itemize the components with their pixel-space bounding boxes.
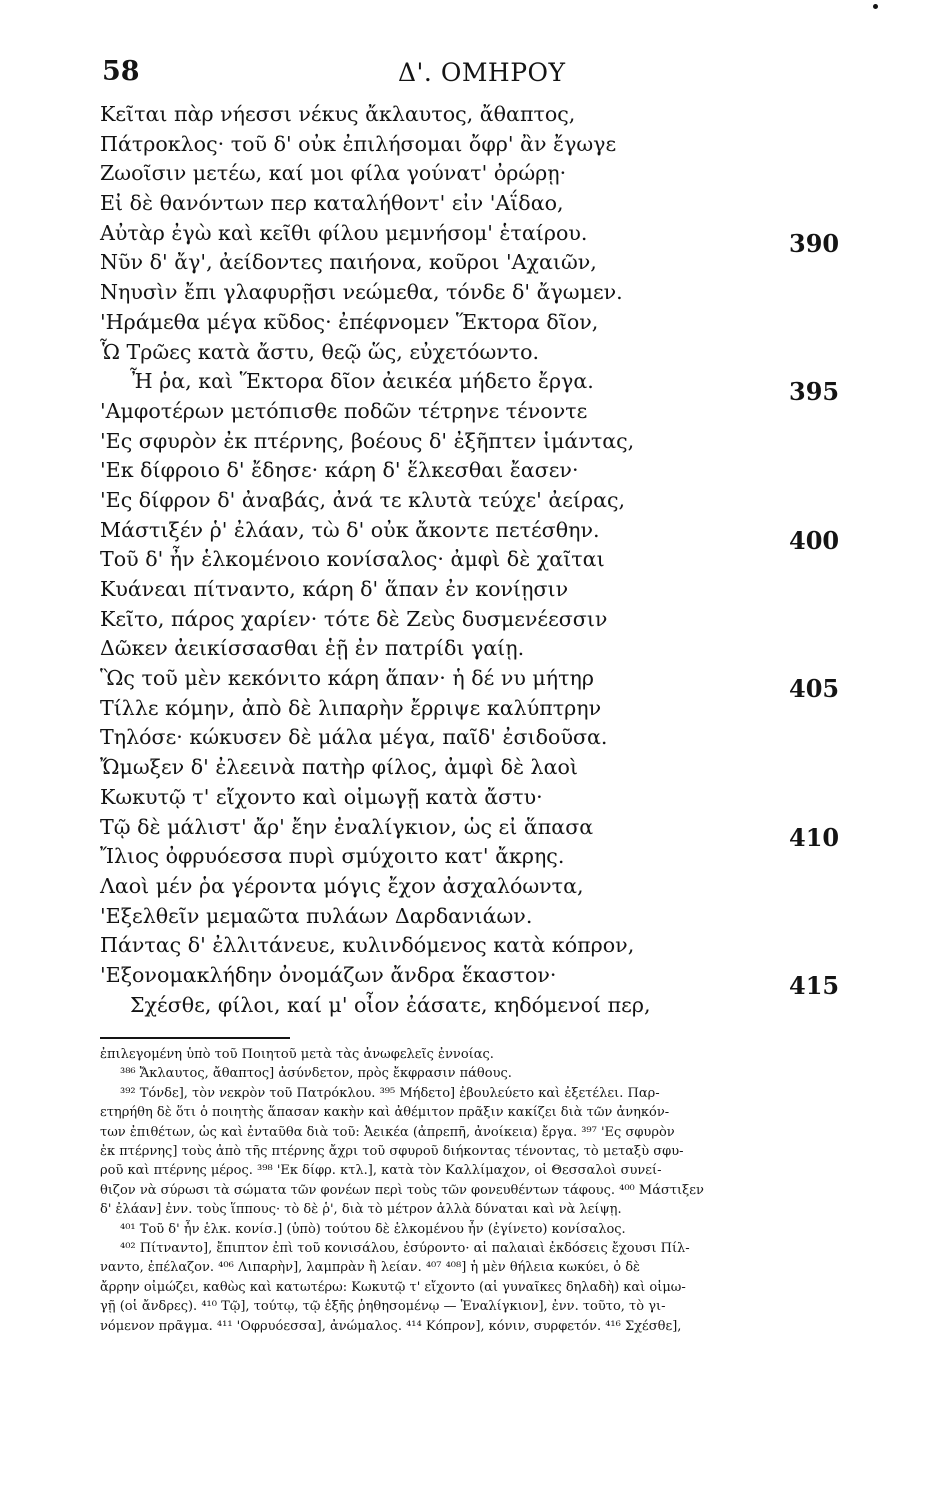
- verse-text-line: Τηλόσε· κώκυσεν δὲ μάλα μέγα, παῖδ' ἐσιδοῦσα.: [100, 725, 608, 750]
- verse-line: [100, 456, 840, 486]
- verse-line: [100, 575, 840, 605]
- verse-text-line: Ὣς τοῦ μὲν κεκόνιτο κάρη ἅπαν· ἡ δέ νυ μήτηρ: [100, 666, 594, 691]
- verse-text-line: Πάτροκλος· τοῦ δ' οὐκ ἐπιλήσομαι ὄφρ' ἂν ἔγωγε: [100, 131, 617, 156]
- footnote-line: γῇ (οἱ ἄνδρες). ⁴¹⁰ Τῷ], τούτῳ, τῷ ἑξῆς ῥηθησομένῳ — Ἐναλίγκιον], ἐνν. τοῦτο, τὸ γι-: [100, 1299, 666, 1315]
- verse-text-line: Ἦ ῥα, καὶ Ἕκτορα δῖον ἀεικέα μήδετο ἔργα.: [130, 369, 594, 394]
- verse-text-line: Τοῦ δ' ἦν ἑλκομένοιο κονίσαλος· ἀμφὶ δὲ χαῖται: [100, 547, 605, 572]
- verse-text-line: Ἴλιος ὀφρυόεσσα πυρὶ σμύχοιτο κατ' ἄκρης.: [100, 844, 565, 869]
- verse-line: [100, 842, 840, 872]
- verse-text-line: Ζωοῖσιν μετέω, καί μοι φίλα γούνατ' ὀρώρῃ·: [100, 161, 567, 186]
- line-number: 410: [789, 822, 840, 852]
- footnote-line: ⁴⁰¹ Τοῦ δ' ἦν ἑλκ. κονίσ.] (ὑπὸ) τούτου δὲ ἑλκομένου ἦν (ἐγίνετο) κονίσαλος.: [120, 1221, 626, 1237]
- verse-text: [100, 100, 840, 1020]
- line-number: 400: [789, 525, 840, 555]
- footnote-line: ναντο, ἐπέλαζον. ⁴⁰⁶ Λιπαρὴν], λαμπρὰν ἢ λείαν. ⁴⁰⁷ ⁴⁰⁸] ἡ μὲν θήλεια κωκύει, ὁ δὲ: [100, 1260, 641, 1276]
- verse-line: [100, 545, 840, 575]
- verse-line: [100, 278, 840, 308]
- verse-line: [100, 516, 840, 555]
- verse-text-line: Μάστιξέν ῥ' ἐλάαν, τὼ δ' οὐκ ἄκοντε πετέσθην.: [100, 517, 600, 542]
- verse-line: [100, 664, 840, 704]
- line-number: 390: [789, 228, 840, 258]
- footnote-line: ροῦ καὶ πτέρνης μέρος. ³⁹⁸ 'Εκ δίφρ. κτλ.], κατὰ τὸν Καλλίμαχον, οἱ Θεσσαλοὶ συνεί-: [100, 1163, 662, 1179]
- verse-text-line: Ὧ Τρῶες κατὰ ἄστυ, θεῷ ὥς, εὐχετόωντο.: [100, 339, 540, 364]
- verse-line: [100, 634, 840, 664]
- verse-text-line: Τῷ δὲ μάλιστ' ἄρ' ἔην ἐναλίγκιον, ὡς εἰ ἅπασα: [100, 814, 594, 839]
- verse-line: [100, 397, 840, 427]
- verse-line: [100, 189, 840, 219]
- verse-line: [100, 694, 840, 724]
- verse-line: [100, 100, 840, 130]
- verse-text-line: Κυάνεαι πίτναντο, κάρη δ' ἅπαν ἐν κονίῃσιν: [100, 577, 569, 601]
- footnote-line: ³⁸⁶ Ἄκλαυτος, ἄθαπτος] ἀσύνδετον, πρὸς ἔκφρασιν πάθους.: [120, 1066, 512, 1082]
- verse-line: [100, 723, 840, 753]
- verse-line: [100, 605, 840, 635]
- verse-line: [100, 902, 840, 932]
- verse-text-line: 'Αμφοτέρων μετόπισθε ποδῶν τέτρηνε τένοντε: [100, 398, 588, 423]
- footnote-line: ἄρρην οἰμώζει, καθὼς καὶ κατωτέρω: Κωκυτῷ τ' εἴχοντο (αἱ γυναῖκες δηλαδὴ) καὶ οἰμω-: [100, 1279, 686, 1295]
- line-number: 405: [789, 674, 840, 704]
- footnote-line: ἐπιλεγομένη ὑπὸ τοῦ Ποιητοῦ μετὰ τὰς ἀνωφελεῖς ἐννοίας.: [100, 1047, 494, 1062]
- verse-text-line: 'Ηράμεθα μέγα κῦδος· ἐπέφνομεν Ἕκτορα δῖον,: [100, 309, 599, 334]
- verse-line: [100, 931, 840, 961]
- verse-line: [100, 219, 840, 258]
- verse-line: [100, 367, 840, 407]
- verse-text-line: 'Εξελθεῖν μεμαῶτα πυλάων Δαρδανιάων.: [100, 903, 533, 928]
- verse-line: [100, 308, 840, 338]
- page-number: 58: [102, 56, 140, 87]
- verse-text-line: Νηυσὶν ἔπι γλαφυρῇσι νεώμεθα, τόνδε δ' ἄγωμεν.: [100, 280, 623, 305]
- verse-line: [100, 813, 840, 852]
- verse-line: [100, 961, 840, 1000]
- verse-line: [100, 486, 840, 516]
- page-header: [102, 52, 852, 92]
- footnote-line: ἐκ πτέρνης] τοὺς ἀπὸ τῆς πτέρνης ἄχρι τοῦ σφυροῦ διήκοντας τένοντας, τὸ μεταξὺ σφυ-: [100, 1144, 684, 1160]
- verse-text-line: Σχέσθε, φίλοι, καί μ' οἶον ἐάσατε, κηδόμενοί περ,: [130, 992, 651, 1017]
- verse-text-line: Κεῖται πὰρ νήεσσι νέκυς ἄκλαυτος, ἄθαπτος,: [100, 102, 576, 126]
- verse-text-line: Λαοὶ μέν ῥα γέροντα μόγις ἔχον ἀσχαλόωντα,: [100, 873, 584, 898]
- footnotes: [100, 1045, 845, 1336]
- line-number: 395: [789, 377, 840, 407]
- running-title: Δ'. ΟΜΗΡΟΥ: [398, 58, 566, 87]
- verse-text-line: Κωκυτῷ τ' εἴχοντο καὶ οἰμωγῇ κατὰ ἄστυ·: [100, 784, 543, 809]
- footnote-line: ³⁹² Τόνδε], τὸν νεκρὸν τοῦ Πατρόκλου. ³⁹⁵ Μήδετο] ἐβουλεύετο καὶ ἐξετέλει. Παρ-: [120, 1085, 660, 1101]
- verse-text-line: Κεῖτο, πάρος χαρίεν· τότε δὲ Ζεὺς δυσμενέεσσιν: [100, 606, 608, 631]
- verse-text-line: Δῶκεν ἀεικίσσασθαι ἑῇ ἐν πατρίδι γαίῃ.: [100, 636, 525, 661]
- verse-text-line: Εἰ δὲ θανόντων περ καταλήθοντ' εἰν 'Αΐδαο,: [100, 191, 564, 216]
- footnote-line: ετηρήθη δὲ ὅτι ὁ ποιητὴς ἅπασαν κακὴν καὶ ἀθέμιτον πρᾶξιν κακίζει διὰ τῶν ἀνηκόν-: [100, 1105, 670, 1121]
- footnote-line: δ' ἐλάαν] ἐνν. τοὺς ἵππους· τὸ δὲ ῥ', διὰ τὸ μέτρον ἀλλὰ δύναται καὶ νὰ λείψῃ.: [100, 1202, 622, 1218]
- verse-line: [100, 130, 840, 160]
- verse-text-line: Τίλλε κόμην, ἀπὸ δὲ λιπαρὴν ἔρριψε καλύπτρην: [100, 695, 602, 720]
- verse-text-line: Πάντας δ' ἐλλιτάνευε, κυλινδόμενος κατὰ κόπρον,: [100, 933, 635, 958]
- footnote-line: θιζον νὰ σύρωσι τὰ σώματα τῶν φονέων περὶ τοὺς τῶν φονευθέντων τάφους. ⁴⁰⁰ Μάστιξεν: [100, 1182, 704, 1198]
- footnote-line: των ἐπιθέτων, ὡς καὶ ἐνταῦθα διὰ τοῦ: Ἀεικέα (ἀπρεπῆ, ἀνοίκεια) ἔργα. ³⁹⁷ 'Ες σφυρὸν: [100, 1124, 675, 1140]
- verse-text-line: Αὐτὰρ ἐγὼ καὶ κεῖθι φίλου μεμνήσομ' ἑταίρου.: [100, 220, 588, 245]
- footnote-line: ⁴⁰² Πίτναντο], ἔπιπτον ἐπὶ τοῦ κονισάλου, ἐσύροντο· αἱ παλαιαὶ ἐκδόσεις ἔχουσι Πίλ-: [120, 1241, 690, 1257]
- verse-text-line: 'Εκ δίφροιο δ' ἔδησε· κάρη δ' ἕλκεσθαι ἔασεν·: [100, 458, 579, 483]
- line-number: 415: [789, 970, 840, 1000]
- ink-speck: [873, 4, 878, 9]
- footnote-divider: [100, 1037, 290, 1039]
- verse-text-line: 'Ες δίφρον δ' ἀναβάς, ἀνά τε κλυτὰ τεύχε' ἀείρας,: [100, 487, 626, 512]
- verse-text-line: Ὤμωξεν δ' ἐλεεινὰ πατὴρ φίλος, ἀμφὶ δὲ λαοὶ: [100, 755, 578, 780]
- verse-text-line: 'Εξονομακλήδην ὀνομάζων ἄνδρα ἕκαστον·: [100, 962, 557, 987]
- verse-line: [100, 872, 840, 902]
- verse-line: [100, 338, 840, 368]
- verse-text-line: 'Ες σφυρὸν ἐκ πτέρνης, βοέους δ' ἐξῆπτεν ἱμάντας,: [100, 428, 635, 453]
- verse-line: [100, 753, 840, 783]
- verse-text-line: Νῦν δ' ἄγ', ἀείδοντες παιήονα, κοῦροι 'Αχαιῶν,: [100, 250, 597, 275]
- verse-line: [100, 991, 840, 1021]
- verse-line: [100, 783, 840, 813]
- footnote-line: νόμενον πρᾶγμα. ⁴¹¹ 'Οφρυόεσσα], ἀνώμαλος. ⁴¹⁴ Κόπρον], κόνιν, συρφετόν. ⁴¹⁶ Σχέσθε],: [100, 1318, 682, 1334]
- verse-line: [100, 248, 840, 278]
- verse-line: [100, 427, 840, 457]
- verse-line: [100, 159, 840, 189]
